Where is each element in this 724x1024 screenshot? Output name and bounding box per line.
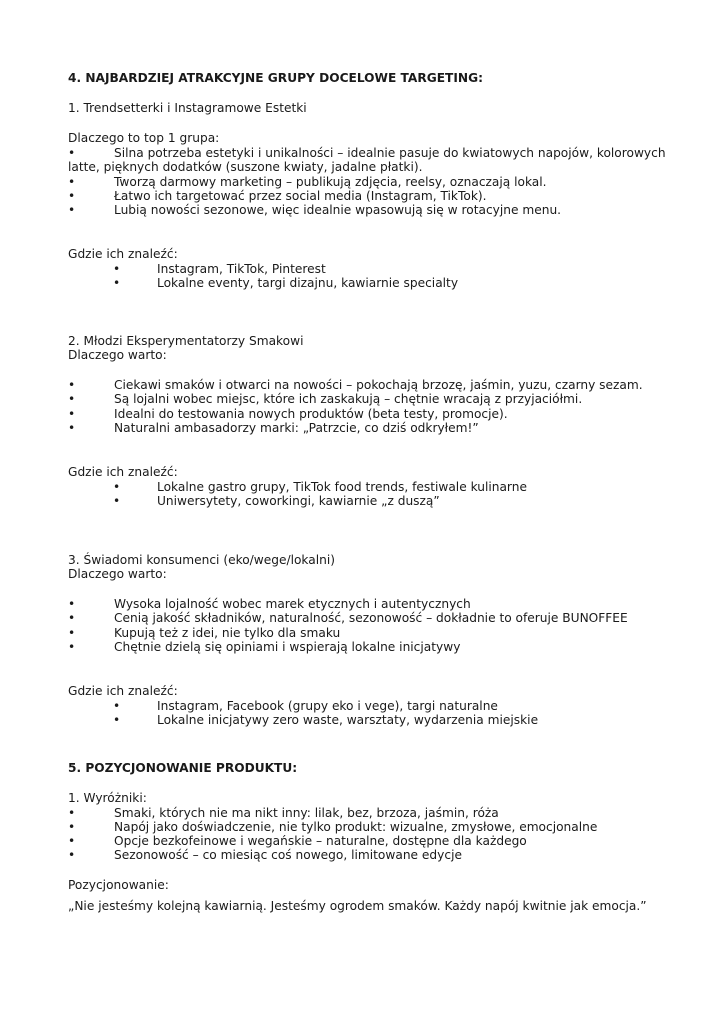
bullet-icon: • — [68, 378, 76, 392]
list-item-text: Wysoka lojalność wobec marek etycznych i autentycznych — [114, 597, 471, 611]
list-item-text: Tworzą darmowy marketing – publikują zdjęcia, reelsy, oznaczają lokal. — [114, 175, 547, 189]
bullet-icon: • — [68, 626, 76, 640]
list-item-text: Lokalne inicjatywy zero waste, warsztaty, wydarzenia miejskie — [157, 713, 539, 727]
bullet-icon: • — [113, 480, 121, 494]
list-item-text: Lokalne gastro grupy, TikTok food trends, festiwale kulinarne — [157, 480, 527, 494]
list-item-text: Instagram, TikTok, Pinterest — [157, 262, 326, 276]
bullet-icon: • — [68, 834, 76, 848]
bullet-icon: • — [113, 262, 121, 276]
section5-heading: 5. POZYCJONOWANIE PRODUKTU: — [68, 761, 298, 775]
bullet-icon: • — [68, 203, 76, 217]
list-item-text: Napój jako doświadczenie, nie tylko produkt: wizualne, zmysłowe, emocjonalne — [114, 820, 598, 834]
group1-where-label: Gdzie ich znaleźć: — [68, 247, 178, 261]
bullet-icon: • — [68, 392, 76, 406]
bullet-icon: • — [68, 189, 76, 203]
list-item-text: Smaki, których nie ma nikt inny: lilak, bez, brzoza, jaśmin, róża — [114, 806, 499, 820]
bullet-icon: • — [68, 806, 76, 820]
list-item-text: Ciekawi smaków i otwarci na nowości – pokochają brzozę, jaśmin, yuzu, czarny sezam. — [114, 378, 643, 392]
bullet-icon: • — [68, 407, 76, 421]
list-item-text: Naturalni ambasadorzy marki: „Patrzcie, co dziś odkryłem!” — [114, 421, 479, 435]
bullet-icon: • — [68, 848, 76, 862]
positioning-quote: „Nie jesteśmy kolejną kawiarnią. Jesteśmy ogrodem smaków. Każdy napój kwitnie jak emocja.” — [68, 899, 647, 913]
group2-why-label: Dlaczego warto: — [68, 348, 167, 362]
group1-title: 1. Trendsetterki i Instagramowe Estetki — [68, 101, 307, 115]
list-item-text: Lubią nowości sezonowe, więc idealnie wpasowują się w rotacyjne menu. — [114, 203, 562, 217]
positioning-label: Pozycjonowanie: — [68, 878, 169, 892]
list-item-text: Są lojalni wobec miejsc, które ich zaskakują – chętnie wracają z przyjaciółmi. — [114, 392, 583, 406]
group2-where-label: Gdzie ich znaleźć: — [68, 465, 178, 479]
list-item-text: Cenią jakość składników, naturalność, sezonowość – dokładnie to oferuje BUNOFFEE — [114, 611, 628, 625]
list-item-text: Idealni do testowania nowych produktów (beta testy, promocje). — [114, 407, 508, 421]
bullet-icon: • — [113, 699, 121, 713]
bullet-icon: • — [113, 494, 121, 508]
list-item-text: Opcje bezkofeinowe i wegańskie – naturalne, dostępne dla każdego — [114, 834, 527, 848]
list-item-text: Lokalne eventy, targi dizajnu, kawiarnie specialty — [157, 276, 459, 290]
list-item-text: Uniwersytety, coworkingi, kawiarnie „z duszą” — [157, 494, 440, 508]
features-label: 1. Wyróżniki: — [68, 791, 147, 805]
bullet-icon: • — [68, 421, 76, 435]
list-item-text: Silna potrzeba estetyki i unikalności – idealnie pasuje do kwiatowych napojów, kolorowych — [114, 146, 666, 160]
section4-heading: 4. NAJBARDZIEJ ATRAKCYJNE GRUPY DOCELOWE TARGETING: — [68, 71, 483, 85]
bullet-icon: • — [68, 597, 76, 611]
group2-title: 2. Młodzi Eksperymentatorzy Smakowi — [68, 334, 304, 348]
list-item-text: Łatwo ich targetować przez social media (Instagram, TikTok). — [114, 189, 487, 203]
group3-title: 3. Świadomi konsumenci (eko/wege/lokalni) — [68, 553, 335, 567]
list-item-continuation: latte, pięknych dodatków (suszone kwiaty, jadalne płatki). — [68, 160, 423, 174]
bullet-icon: • — [68, 146, 76, 160]
bullet-icon: • — [68, 820, 76, 834]
list-item-text: Chętnie dzielą się opiniami i wspierają lokalne inicjatywy — [114, 640, 461, 654]
list-item-text: Instagram, Facebook (grupy eko i vege), targi naturalne — [157, 699, 498, 713]
bullet-icon: • — [113, 276, 121, 290]
bullet-icon: • — [113, 713, 121, 727]
list-item-text: Kupują też z idei, nie tylko dla smaku — [114, 626, 341, 640]
list-item-text: Sezonowość – co miesiąc coś nowego, limitowane edycje — [114, 848, 462, 862]
group1-why-label: Dlaczego to top 1 grupa: — [68, 131, 220, 145]
group3-where-label: Gdzie ich znaleźć: — [68, 684, 178, 698]
bullet-icon: • — [68, 640, 76, 654]
bullet-icon: • — [68, 611, 76, 625]
bullet-icon: • — [68, 175, 76, 189]
group3-why-label: Dlaczego warto: — [68, 567, 167, 581]
